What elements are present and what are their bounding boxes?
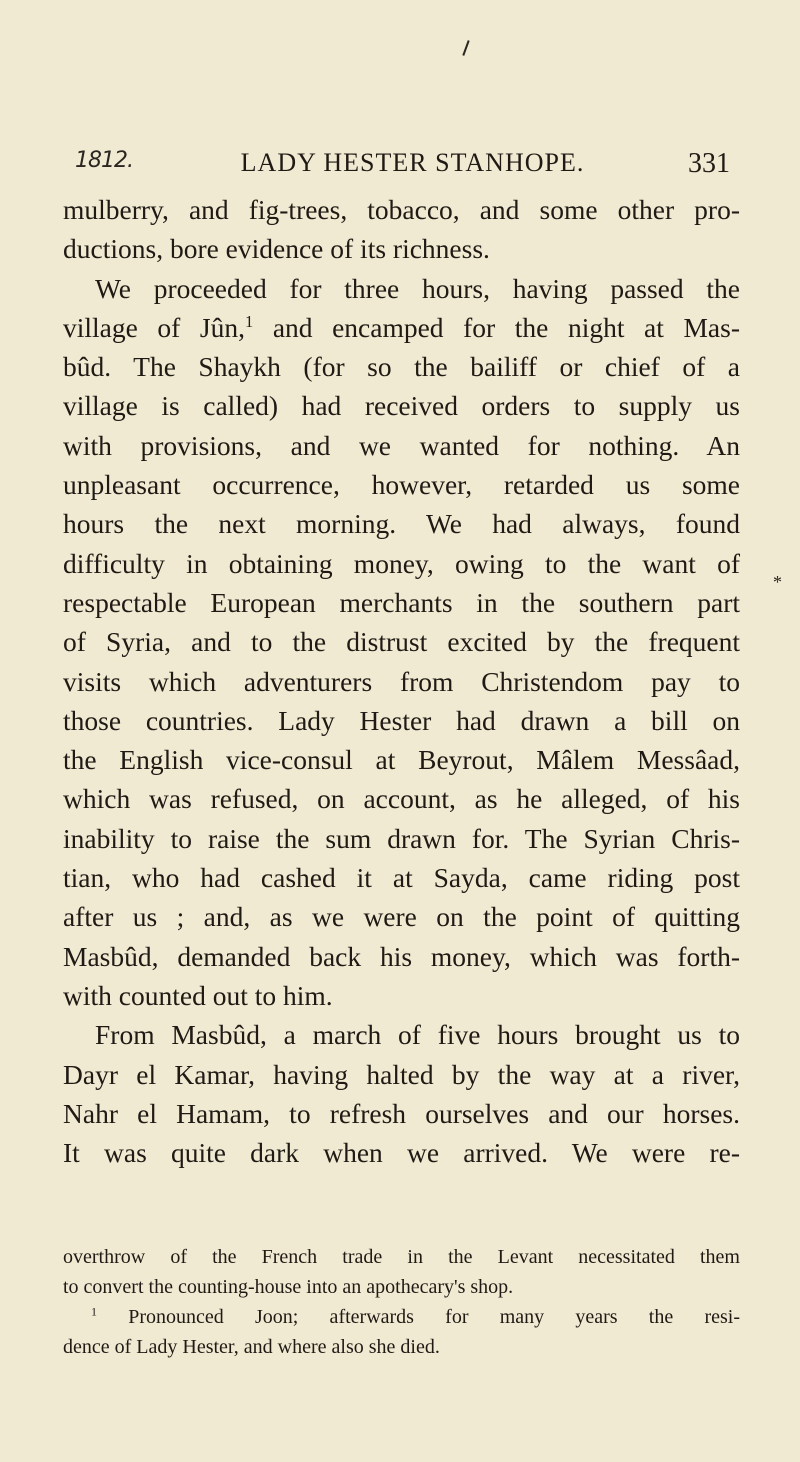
text-line: after us ; and, as we were on the point of quitting: [63, 901, 740, 933]
text-line: which was refused, on account, as he alleged, of his: [63, 783, 740, 815]
text-line: visits which adventurers from Christendom pay to: [63, 665, 740, 697]
handwritten-year-mark: 1812.: [75, 148, 133, 173]
text-line: unpleasant occurrence, however, retarded us some: [63, 469, 740, 501]
footnote-line: overthrow of the French trade in the Levant necessitated them: [63, 1246, 740, 1268]
page-header: [75, 148, 730, 188]
text-line: We proceeded for three hours, having passed the: [95, 272, 740, 304]
text-line: Nahr el Hamam, to refresh ourselves and our horses.: [63, 1097, 740, 1129]
text-line: of Syria, and to the distrust excited by the frequent: [63, 626, 740, 658]
ink-speck: *: [773, 572, 782, 592]
text-fragment: village of Jûn,: [63, 311, 245, 343]
text-line: hours the next morning. We had always, found: [63, 508, 740, 540]
text-line: [63, 308, 740, 347]
footnote-text: Pronounced Joon; afterwards for many years the resi-: [128, 1306, 740, 1328]
text-line: ductions, bore evidence of its richness.: [63, 233, 490, 265]
text-line: It was quite dark when we arrived. We were re-: [63, 1137, 740, 1169]
text-line: respectable European merchants in the southern part: [63, 586, 740, 618]
footnote-line: [63, 1302, 740, 1332]
text-line: those countries. Lady Hester had drawn a bill on: [63, 704, 740, 736]
text-line: inability to raise the sum drawn for. The Syrian Chris-: [63, 822, 740, 854]
text-line: bûd. The Shaykh (for so the bailiff or chief of a: [63, 351, 740, 383]
footnote-reference: 1: [244, 311, 254, 331]
text-line: mulberry, and fig-trees, tobacco, and some other pro-: [63, 194, 740, 225]
text-line: tian, who had cashed it at Sayda, came riding post: [63, 862, 740, 894]
footnote-line: dence of Lady Hester, and where also she died.: [63, 1336, 440, 1358]
text-line: difficulty in obtaining money, owing to the want of: [63, 547, 740, 579]
footnote-line: to convert the counting-house into an apothecary's shop.: [63, 1276, 514, 1298]
text-fragment: and encamped for the night at Mas-: [272, 311, 740, 343]
text-line: with provisions, and we wanted for nothing. An: [63, 429, 740, 461]
running-title: LADY HESTER STANHOPE.: [240, 148, 585, 177]
text-line: Dayr el Kamar, having halted by the way at a river,: [63, 1058, 740, 1090]
text-line: From Masbûd, a march of five hours brought us to: [95, 1019, 740, 1051]
text-line: Masbûd, demanded back his money, which was forth-: [63, 940, 740, 972]
page-number: 331: [688, 148, 730, 179]
footnotes: [63, 1242, 740, 1362]
text-line: village is called) had received orders to supply us: [63, 390, 740, 422]
body-text: [63, 190, 740, 1172]
pencil-tick-mark: [462, 40, 469, 56]
footnote-marker: 1: [91, 1304, 97, 1319]
text-line: the English vice-consul at Beyrout, Mâlem Messâad,: [63, 744, 740, 776]
text-line: with counted out to him.: [63, 979, 333, 1011]
